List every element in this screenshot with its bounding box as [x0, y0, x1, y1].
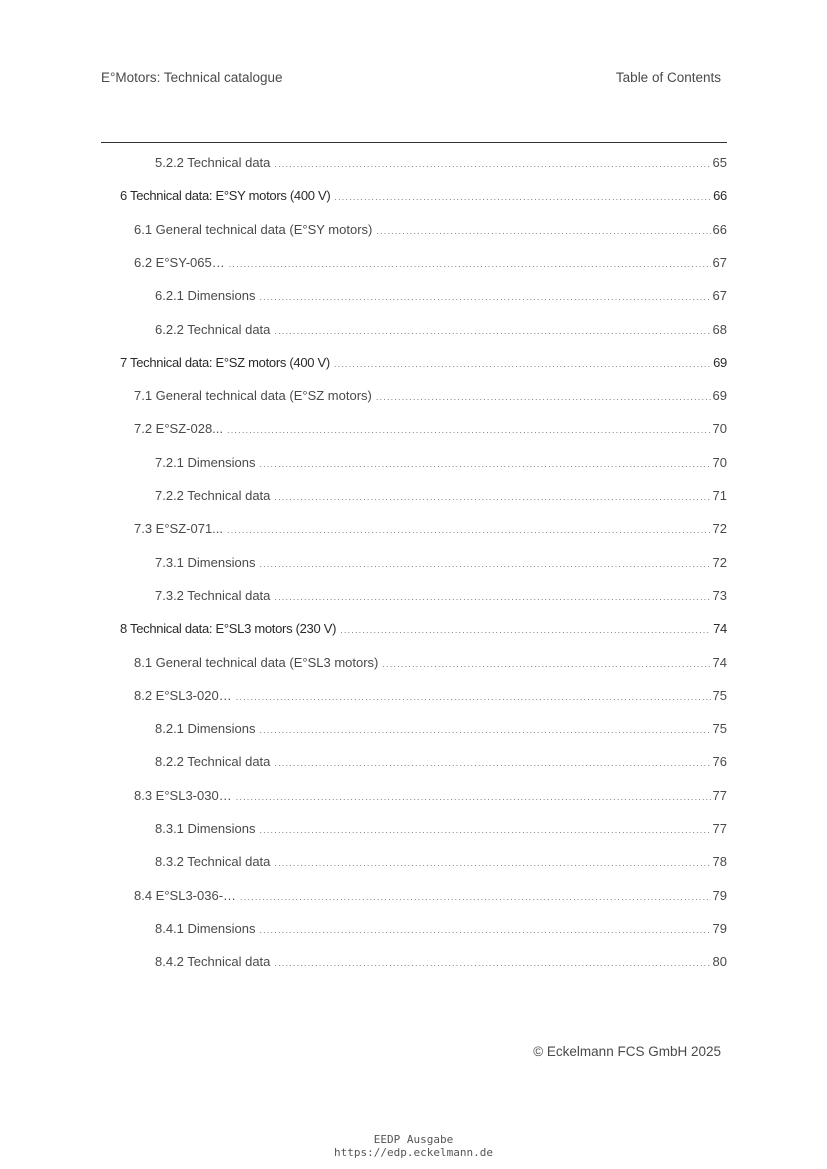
toc-entry[interactable] [155, 155, 727, 172]
toc-leader-dots [334, 356, 711, 372]
toc-entry[interactable] [155, 588, 727, 605]
header-divider [101, 142, 727, 143]
toc-entry-page: 67 [712, 288, 727, 303]
toc-entry-page: 65 [712, 155, 727, 170]
toc-entry[interactable] [134, 222, 727, 239]
toc-entry[interactable] [134, 388, 727, 405]
toc-entry-page: 79 [712, 888, 727, 903]
toc-entry[interactable] [134, 888, 727, 905]
toc-leader-dots [340, 622, 711, 638]
footer-edition: EEDP Ausgabe [373, 1133, 454, 1146]
toc-entry[interactable] [134, 655, 727, 672]
toc-entry-page: 68 [712, 322, 727, 337]
toc-entry-label: 8.3 E°SL3-030… [134, 788, 232, 803]
toc-entry-label: 8.4 E°SL3-036-… [134, 888, 237, 903]
toc-entry-label: 7 Technical data: E°SZ motors (400 V) [120, 355, 330, 370]
toc-leader-dots [259, 722, 710, 738]
toc-entry[interactable] [155, 821, 727, 838]
toc-leader-dots [382, 656, 710, 672]
toc-leader-dots [259, 822, 710, 838]
toc-entry[interactable] [134, 421, 727, 438]
toc-entry-page: 70 [712, 421, 727, 436]
toc-leader-dots [376, 389, 711, 405]
toc-entry[interactable] [120, 621, 727, 638]
toc-entry-page: 69 [712, 388, 727, 403]
toc-entry-label: 6.2 E°SY-065… [134, 255, 225, 270]
toc-leader-dots [236, 789, 711, 805]
toc-entry[interactable] [134, 521, 727, 538]
page-footer [0, 1133, 827, 1159]
toc-entry-page: 77 [712, 788, 727, 803]
toc-entry-label: 7.3.2 Technical data [155, 588, 271, 603]
toc-leader-dots [274, 489, 710, 505]
toc-entry-page: 80 [712, 954, 727, 969]
toc-entry-page: 75 [712, 721, 727, 736]
toc-entry[interactable] [155, 921, 727, 938]
toc-entry-label: 6.2.2 Technical data [155, 322, 271, 337]
toc-entry[interactable] [134, 255, 727, 272]
toc-entry-page: 76 [712, 754, 727, 769]
toc-entry-page: 79 [712, 921, 727, 936]
toc-leader-dots [274, 323, 710, 339]
toc-entry-page: 67 [712, 255, 727, 270]
toc-entry[interactable] [155, 455, 727, 472]
toc-entry[interactable] [155, 721, 727, 738]
toc-entry-page: 75 [712, 688, 727, 703]
toc-leader-dots [376, 223, 710, 239]
toc-entry[interactable] [155, 854, 727, 871]
toc-entry-label: 6.1 General technical data (E°SY motors) [134, 222, 373, 237]
toc-entry-label: 8.2.1 Dimensions [155, 721, 256, 736]
toc-leader-dots [259, 556, 710, 572]
toc-entry-label: 7.2 E°SZ-028... [134, 421, 224, 436]
toc-leader-dots [227, 422, 711, 438]
toc-leader-dots [274, 855, 710, 871]
toc-entry-page: 72 [712, 521, 727, 536]
toc-entry-page: 70 [712, 455, 727, 470]
toc-entry-label: 8.4.1 Dimensions [155, 921, 256, 936]
toc-entry-page: 74 [712, 655, 727, 670]
toc-leader-dots [259, 289, 710, 305]
footer-url[interactable]: https://edp.eckelmann.de [334, 1146, 493, 1159]
toc-entry-label: 7.3.1 Dimensions [155, 555, 256, 570]
toc-entry-label: 8.2 E°SL3-020… [134, 688, 232, 703]
toc-entry[interactable] [155, 954, 727, 971]
toc-entry[interactable] [134, 688, 727, 705]
toc-entry-page: 77 [712, 821, 727, 836]
toc-entry[interactable] [134, 788, 727, 805]
toc-leader-dots [274, 955, 710, 971]
toc-entry-page: 73 [712, 588, 727, 603]
toc-entry-label: 8.1 General technical data (E°SL3 motors) [134, 655, 379, 670]
toc-entry-label: 6.2.1 Dimensions [155, 288, 256, 303]
toc-leader-dots [274, 156, 710, 172]
toc-entry[interactable] [155, 322, 727, 339]
toc-entry[interactable] [155, 488, 727, 505]
toc-entry-page: 66 [713, 188, 727, 203]
toc-leader-dots [229, 256, 711, 272]
toc-entry-label: 7.2.2 Technical data [155, 488, 271, 503]
toc-leader-dots [334, 189, 711, 205]
toc-entry-page: 71 [712, 488, 727, 503]
toc-entry[interactable] [120, 355, 727, 372]
toc-leader-dots [240, 889, 710, 905]
toc-entry-label: 7.1 General technical data (E°SZ motors) [134, 388, 372, 403]
copyright-notice: © Eckelmann FCS GmbH 2025 [533, 1044, 721, 1059]
toc-leader-dots [274, 589, 710, 605]
toc-leader-dots [259, 456, 710, 472]
toc-entry-page: 74 [713, 621, 727, 636]
toc-entry-page: 69 [713, 355, 727, 370]
toc-entry-label: 8 Technical data: E°SL3 motors (230 V) [120, 621, 337, 636]
toc-entry-page: 72 [712, 555, 727, 570]
document-title: E°Motors: Technical catalogue [101, 70, 283, 85]
toc-entry[interactable] [155, 288, 727, 305]
toc-leader-dots [236, 689, 711, 705]
toc-entry[interactable] [155, 754, 727, 771]
toc-entry-page: 66 [712, 222, 727, 237]
toc-leader-dots [274, 755, 710, 771]
toc-leader-dots [227, 522, 711, 538]
toc-entry-label: 6 Technical data: E°SY motors (400 V) [120, 188, 331, 203]
toc-entry-label: 8.2.2 Technical data [155, 754, 271, 769]
toc-entry-page: 78 [712, 854, 727, 869]
toc-entry-label: 5.2.2 Technical data [155, 155, 271, 170]
toc-leader-dots [259, 922, 710, 938]
toc-entry-label: 8.3.1 Dimensions [155, 821, 256, 836]
toc-entry-label: 8.4.2 Technical data [155, 954, 271, 969]
section-title: Table of Contents [615, 70, 721, 85]
toc-entry-label: 8.3.2 Technical data [155, 854, 271, 869]
toc-entry-label: 7.3 E°SZ-071... [134, 521, 224, 536]
toc-entry[interactable] [120, 188, 727, 205]
toc-entry-label: 7.2.1 Dimensions [155, 455, 256, 470]
toc-entry[interactable] [155, 555, 727, 572]
